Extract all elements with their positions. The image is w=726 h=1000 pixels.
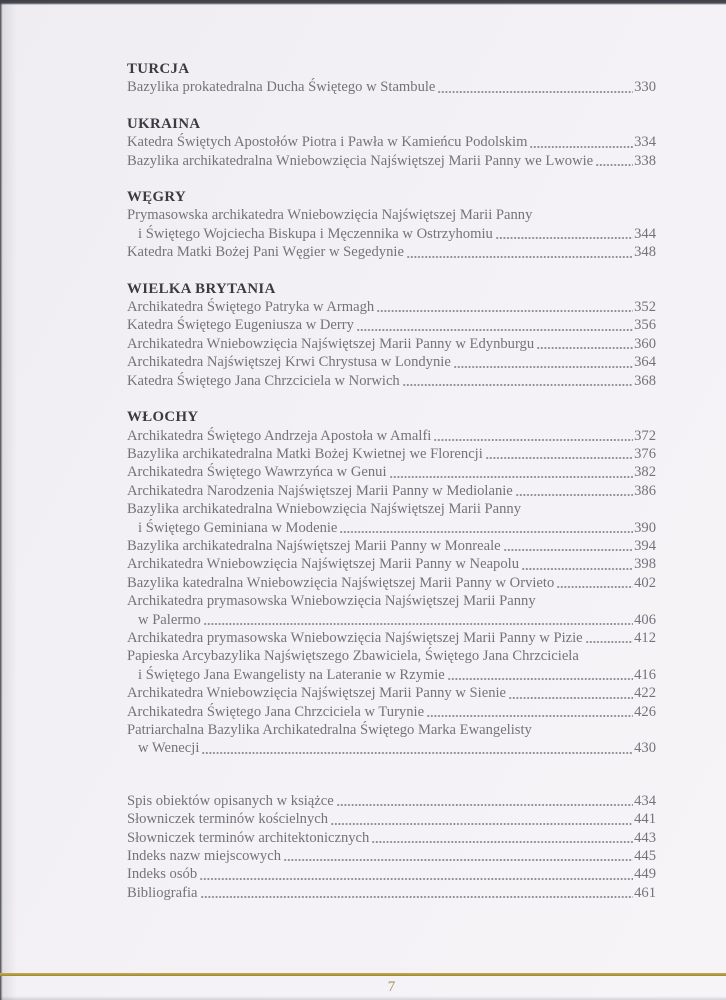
entry-title: Prymasowska archikatedra Wniebowzięcia Najświętszej Marii Panny bbox=[127, 207, 533, 224]
toc-entry bbox=[127, 482, 656, 500]
entry-title: Bazylika archikatedralna Wniebowzięcia Najświętszej Marii Panny we Lwowie bbox=[127, 152, 594, 169]
dot-leader bbox=[331, 822, 633, 826]
toc-section-ukraina bbox=[127, 115, 656, 170]
toc-entry-line bbox=[127, 810, 656, 828]
entry-page-number: 426 bbox=[634, 703, 656, 720]
dot-leader bbox=[516, 493, 633, 497]
dot-leader bbox=[596, 163, 633, 167]
scan-edge-left-shade bbox=[3, 0, 17, 1000]
toc-entry-line bbox=[127, 243, 656, 261]
toc-entry bbox=[127, 810, 656, 828]
entry-title: Bazylika archikatedralna Matki Bożej Kwietnej we Florencji bbox=[127, 445, 483, 462]
entry-page-number: 368 bbox=[634, 372, 656, 389]
toc-entry bbox=[127, 647, 656, 684]
toc-entry bbox=[127, 243, 656, 261]
toc-entry bbox=[127, 684, 656, 702]
entry-page-number: 360 bbox=[634, 335, 656, 352]
entry-title: Katedra Świętych Apostołów Piotra i Pawła w Kamieńcu Podolskim bbox=[127, 134, 528, 151]
toc-entry-line-continuation bbox=[127, 666, 656, 684]
toc-entry-line bbox=[127, 353, 656, 371]
entry-title: Bazylika prokatedralna Ducha Świętego w Stambule bbox=[127, 79, 436, 96]
entry-page-number: 443 bbox=[634, 829, 656, 846]
toc-entry bbox=[127, 574, 656, 592]
toc-entry bbox=[127, 792, 656, 810]
toc-entry-line bbox=[127, 865, 656, 883]
dot-leader bbox=[537, 346, 633, 350]
dot-leader bbox=[504, 548, 633, 552]
entry-title: i Świętego Wojciecha Biskupa i Męczennika w Ostrzyhomiu bbox=[138, 225, 493, 242]
toc-entry bbox=[127, 500, 656, 537]
country-heading: WĘGRY bbox=[127, 189, 187, 206]
entry-page-number: 422 bbox=[634, 685, 656, 702]
toc-section-w-gry bbox=[127, 188, 656, 262]
entry-page-number: 449 bbox=[634, 866, 656, 883]
toc-entry-line bbox=[127, 298, 656, 316]
dot-leader bbox=[377, 309, 633, 313]
toc-entry-line bbox=[127, 884, 656, 902]
entry-title: Archikatedra Wniebowzięcia Najświętszej Marii Panny w Edynburgu bbox=[127, 335, 535, 352]
toc-entry bbox=[127, 703, 656, 721]
dot-leader bbox=[340, 530, 633, 534]
dot-leader bbox=[448, 677, 633, 681]
toc-entry-line bbox=[127, 463, 656, 481]
entry-page-number: 394 bbox=[634, 537, 656, 554]
toc-entry-line bbox=[127, 629, 656, 647]
entry-page-number: 430 bbox=[634, 740, 656, 757]
entry-title: Archikatedra Wniebowzięcia Najświętszej Marii Panny w Neapolu bbox=[127, 556, 520, 573]
entry-page-number: 412 bbox=[634, 629, 656, 646]
entry-page-number: 334 bbox=[634, 134, 656, 151]
toc-entry-line bbox=[127, 592, 656, 610]
dot-leader bbox=[557, 585, 633, 589]
toc-entry bbox=[127, 884, 656, 902]
entry-page-number: 382 bbox=[634, 464, 656, 481]
toc-entry bbox=[127, 316, 656, 334]
entry-page-number: 352 bbox=[634, 299, 656, 316]
country-heading: UKRAINA bbox=[127, 115, 201, 132]
entry-page-number: 364 bbox=[634, 354, 656, 371]
dot-leader bbox=[486, 456, 633, 460]
toc-entry-line bbox=[127, 574, 656, 592]
dot-leader bbox=[200, 877, 633, 881]
entry-title: Indeks osób bbox=[127, 866, 198, 883]
dot-leader bbox=[202, 751, 633, 755]
toc-entry bbox=[127, 537, 656, 555]
dot-leader bbox=[357, 328, 633, 332]
entry-title: Archikatedra Świętego Wawrzyńca w Genui bbox=[127, 464, 387, 481]
toc-section-turcja bbox=[127, 60, 656, 97]
toc-entry bbox=[127, 829, 656, 847]
toc-entry bbox=[127, 206, 656, 243]
toc-entry-line bbox=[127, 133, 656, 151]
dot-leader bbox=[201, 895, 634, 899]
toc-entry-line bbox=[127, 372, 656, 390]
entry-title: Papieska Arcybazylika Najświętszego Zbawiciela, Świętego Jana Chrzciciela bbox=[127, 648, 579, 665]
entry-title: Bazylika archikatedralna Wniebowzięcia Najświętszej Marii Panny bbox=[127, 501, 522, 518]
dot-leader bbox=[390, 475, 634, 479]
table-of-contents bbox=[127, 60, 656, 902]
country-heading: WIELKA BRYTANIA bbox=[127, 280, 276, 297]
toc-entry bbox=[127, 372, 656, 390]
dot-leader bbox=[522, 567, 633, 571]
dot-leader bbox=[337, 803, 633, 807]
entry-page-number: 402 bbox=[634, 574, 656, 591]
entry-title: Spis obiektów opisanych w książce bbox=[127, 792, 334, 809]
entry-title: Archikatedra Narodzenia Najświętszej Marii Panny w Mediolanie bbox=[127, 482, 513, 499]
entry-title: Archikatedra Świętego Andrzeja Apostoła w Amalfi bbox=[127, 427, 432, 444]
toc-entry-line bbox=[127, 555, 656, 573]
toc-entry-line bbox=[127, 206, 656, 224]
entry-page-number: 338 bbox=[634, 152, 656, 169]
entry-page-number: 330 bbox=[634, 79, 656, 96]
dot-leader bbox=[372, 840, 633, 844]
entry-title: Słowniczek terminów architektonicznych bbox=[127, 829, 370, 846]
toc-entry-line bbox=[127, 78, 656, 96]
entry-title: Bazylika katedralna Wniebowzięcia Najświętszej Marii Panny w Orvieto bbox=[127, 574, 555, 591]
entry-page-number: 445 bbox=[634, 848, 656, 865]
entry-title: Katedra Świętego Jana Chrzciciela w Norwich bbox=[127, 372, 400, 389]
page-footer bbox=[0, 973, 726, 995]
entry-title: w Palermo bbox=[138, 611, 201, 628]
entry-title: Bazylika archikatedralna Najświętszej Marii Panny w Monreale bbox=[127, 537, 501, 554]
toc-entry-line bbox=[127, 721, 656, 739]
entry-page-number: 406 bbox=[634, 611, 656, 628]
toc-entry-line bbox=[127, 703, 656, 721]
dot-leader bbox=[530, 145, 633, 149]
toc-entry bbox=[127, 427, 656, 445]
entry-title: Indeks nazw miejscowych bbox=[127, 848, 281, 865]
toc-entry-line bbox=[127, 537, 656, 555]
entry-title: Archikatedra prymasowska Wniebowzięcia Najświętszej Marii Panny w Pizie bbox=[127, 629, 583, 646]
toc-entry-line bbox=[127, 427, 656, 445]
entry-page-number: 434 bbox=[634, 792, 656, 809]
toc-entry bbox=[127, 865, 656, 883]
entry-title: Słowniczek terminów kościelnych bbox=[127, 811, 329, 828]
country-heading: TURCJA bbox=[127, 61, 190, 77]
entry-page-number: 356 bbox=[634, 317, 656, 334]
scan-edge-bottom bbox=[0, 996, 726, 1000]
entry-page-number: 344 bbox=[634, 225, 656, 242]
entry-title: Patriarchalna Bazylika Archikatedralna Świętego Marka Ewangelisty bbox=[127, 722, 532, 738]
entry-title: Katedra Matki Bożej Pani Węgier w Segedynie bbox=[127, 244, 404, 261]
toc-entry-line bbox=[127, 847, 656, 865]
toc-section-w-ochy bbox=[127, 408, 656, 758]
toc-entry bbox=[127, 445, 656, 463]
entry-title: Archikatedra Najświętszej Krwi Chrystusa w Londynie bbox=[127, 354, 451, 371]
back-matter bbox=[127, 792, 656, 902]
toc-entry bbox=[127, 721, 656, 758]
toc-entry bbox=[127, 335, 656, 353]
entry-page-number: 372 bbox=[634, 427, 656, 444]
dot-leader bbox=[454, 365, 633, 369]
toc-entry-line bbox=[127, 500, 656, 518]
entry-title: Archikatedra Świętego Patryka w Armagh bbox=[127, 299, 375, 316]
entry-title: Archikatedra prymasowska Wniebowzięcia Najświętszej Marii Panny bbox=[127, 593, 536, 610]
toc-entry-line bbox=[127, 335, 656, 353]
country-heading: WŁOCHY bbox=[127, 409, 199, 426]
toc-entry bbox=[127, 133, 656, 151]
scan-edge-top bbox=[0, 0, 726, 5]
toc-entry bbox=[127, 298, 656, 316]
entry-title: Archikatedra Wniebowzięcia Najświętszej Marii Panny w Sienie bbox=[127, 685, 507, 702]
dot-leader bbox=[403, 383, 633, 387]
dot-leader bbox=[284, 858, 633, 862]
dot-leader bbox=[204, 622, 633, 626]
toc-entry-line bbox=[127, 684, 656, 702]
entry-page-number: 376 bbox=[634, 445, 656, 462]
toc-entry-line bbox=[127, 829, 656, 847]
toc-entry bbox=[127, 463, 656, 481]
entry-page-number: 386 bbox=[634, 482, 656, 499]
dot-leader bbox=[434, 438, 633, 442]
footer-gold-rule bbox=[0, 973, 726, 976]
toc-entry bbox=[127, 629, 656, 647]
toc-entry-line bbox=[127, 316, 656, 334]
dot-leader bbox=[438, 90, 633, 94]
entry-title: i Świętego Geminiana w Modenie bbox=[138, 519, 338, 536]
toc-section-wielka-brytania bbox=[127, 280, 656, 390]
toc-entry bbox=[127, 847, 656, 865]
entry-title: Katedra Świętego Eugeniusza w Derry bbox=[127, 317, 354, 334]
entry-title: Bibliografia bbox=[127, 884, 198, 901]
toc-entry-line bbox=[127, 792, 656, 810]
toc-entry-line bbox=[127, 647, 656, 665]
toc-entry-line-continuation bbox=[127, 225, 656, 243]
dot-leader bbox=[496, 236, 633, 240]
entry-page-number: 390 bbox=[634, 519, 656, 536]
toc-entry-line-continuation bbox=[127, 519, 656, 537]
toc-entry-line bbox=[127, 445, 656, 463]
entry-title: i Świętego Jana Ewangelisty na Lateranie w Rzymie bbox=[138, 666, 445, 683]
toc-entry bbox=[127, 353, 656, 371]
page-number: 7 bbox=[387, 979, 396, 995]
toc-entry-line-continuation bbox=[127, 611, 656, 629]
toc-entry-line-continuation bbox=[127, 739, 656, 757]
entry-page-number: 398 bbox=[634, 556, 656, 573]
entry-page-number: 416 bbox=[634, 666, 656, 683]
toc-entry bbox=[127, 152, 656, 170]
toc-entry bbox=[127, 78, 656, 96]
toc-entry-line bbox=[127, 482, 656, 500]
entry-page-number: 461 bbox=[634, 884, 656, 901]
dot-leader bbox=[407, 255, 633, 259]
entry-page-number: 348 bbox=[634, 244, 656, 261]
entry-page-number: 441 bbox=[634, 811, 656, 828]
dot-leader bbox=[427, 714, 633, 718]
toc-entry-line bbox=[127, 152, 656, 170]
dot-leader bbox=[586, 640, 633, 644]
entry-title: Archikatedra Świętego Jana Chrzciciela w Turynie bbox=[127, 703, 425, 720]
dot-leader bbox=[509, 696, 633, 700]
toc-entry bbox=[127, 592, 656, 629]
toc-sections bbox=[127, 60, 656, 758]
entry-title: w Wenecji bbox=[138, 740, 200, 757]
toc-entry bbox=[127, 555, 656, 573]
